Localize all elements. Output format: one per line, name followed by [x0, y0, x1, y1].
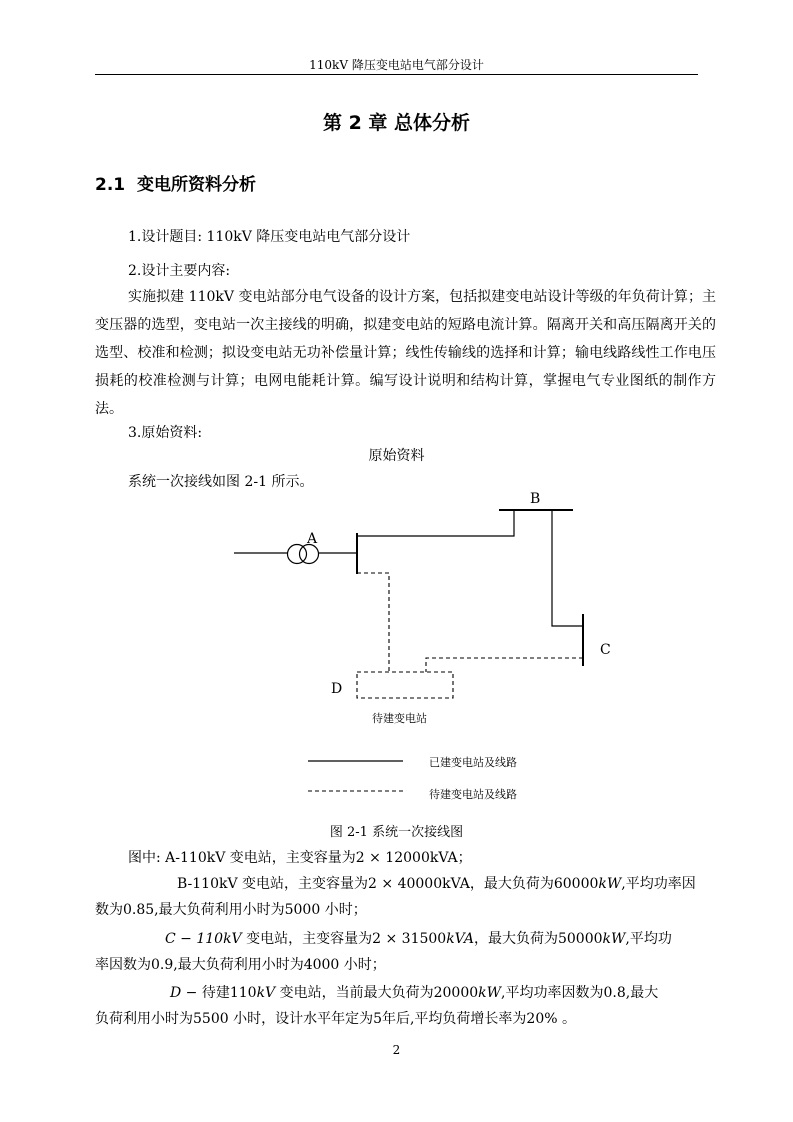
note-b-text1: B-110kV 变电站，主变容量为2 × 40000kVA，最大负荷为60000 — [177, 876, 599, 892]
node-label-b: B — [530, 491, 541, 507]
item-1: 1.设计题目: 110kV 降压变电站电气部分设计 — [128, 229, 411, 245]
transformer-primary-icon — [288, 545, 307, 564]
node-label-a: A — [307, 531, 318, 547]
note-d-mid: 变电站，当前最大负荷为20000 — [275, 985, 479, 1001]
page-number: 2 — [392, 1043, 401, 1057]
note-d-prefix: D − — [170, 985, 198, 1001]
running-header: 110kV 降压变电站电气部分设计 — [309, 58, 484, 72]
original-data-subtitle: 原始资料 — [368, 448, 425, 464]
note-b-tail: ,平均功率因 — [621, 876, 696, 892]
node-d-caption: 待建变电站 — [372, 712, 427, 725]
chapter-title: 第 2 章 总体分析 — [322, 112, 471, 134]
figure-caption: 图 2-1 系统一次接线图 — [329, 825, 464, 840]
legend-solid-label: 已建变电站及线路 — [429, 756, 517, 769]
note-d-line1 — [170, 982, 658, 1002]
line-b-c — [552, 510, 583, 626]
note-c-line1 — [165, 928, 672, 948]
transformer-secondary-icon — [300, 545, 319, 564]
node-label-d: D — [331, 681, 343, 697]
section-number: 2.1 — [95, 175, 126, 195]
note-d-line2: 负荷利用小时为5500 小时，设计水平年定为5年后,平均负荷增长率为20% 。 — [95, 1011, 577, 1027]
node-label-c: C — [600, 642, 611, 658]
note-c-unit1: kVA — [446, 931, 474, 947]
note-c-prefix: C − 110kV — [165, 931, 242, 947]
note-b-unit1: kW — [598, 876, 622, 892]
note-c-mid: ，最大负荷为50000 — [473, 931, 603, 947]
note-c-unit2: kW — [602, 931, 626, 947]
note-b-line2: 数为0.85,最大负荷利用小时为5000 小时； — [95, 902, 367, 918]
note-c-text1: 变电站，主变容量为2 × 31500 — [241, 931, 447, 947]
note-a: 图中: A-110kV 变电站，主变容量为2 × 12000kVA； — [128, 850, 472, 866]
item-2: 2.设计主要内容: — [128, 263, 231, 279]
planned-substation-d — [357, 672, 453, 698]
note-c-tail: ,平均功 — [625, 931, 672, 947]
note-b-line1 — [177, 873, 696, 893]
line-a-b — [357, 510, 514, 536]
planned-line-a-d — [357, 573, 389, 672]
diagram-intro: 系统一次接线如图 2-1 所示。 — [128, 474, 314, 490]
item-3: 3.原始资料: — [128, 425, 203, 441]
note-d-unit1: kV — [256, 985, 276, 1001]
planned-line-c-d — [426, 658, 583, 672]
content-paragraph: 实施拟建 110kV 变电站部分电气设备的设计方案，包括拟建变电站设计等级的年负荷计算；主变压器的选型，变电站一次主接线的明确，拟建变电站的短路电流计算。隔离开关和高压隔离开关的选型、校准和检测；拟设变电站无功补偿量计算；线性传输线的选择和计算；输电线路线性工作电压损耗的校准检测与计算；电网电能耗计算。编写设计说明和结构计算，掌握电气专业图纸的制作方法。 — [95, 289, 716, 417]
note-d-unit2: kW — [478, 985, 502, 1001]
note-d-text1: 待建110 — [197, 985, 257, 1001]
note-c-line2: 率因数为0.9,最大负荷利用小时为4000 小时； — [95, 957, 386, 973]
section-title: 变电所资料分析 — [136, 175, 256, 195]
note-d-tail: ,平均功率因数为0.8,最大 — [501, 985, 659, 1001]
legend-dashed-label: 待建变电站及线路 — [429, 788, 517, 801]
